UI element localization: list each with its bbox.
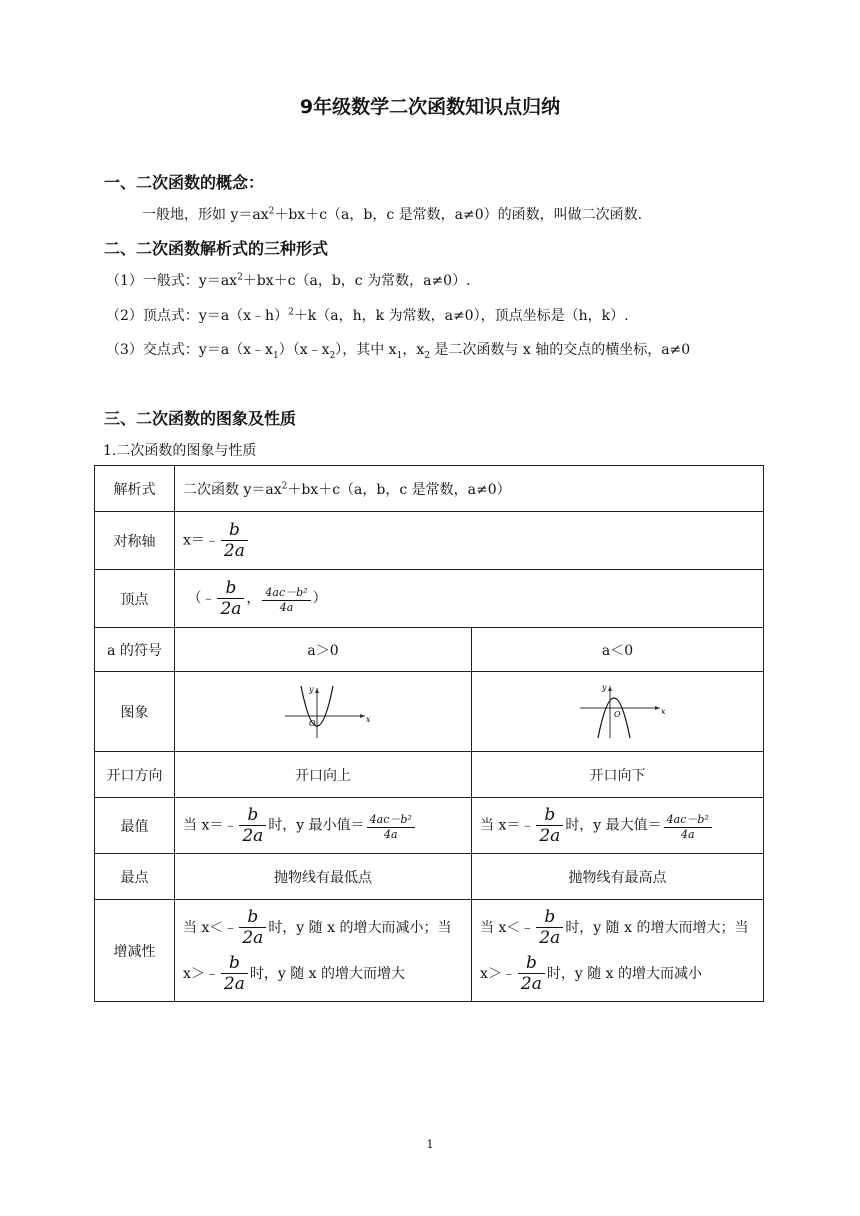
- table-row: [95, 570, 764, 628]
- table-cell: x＝﹣ $\frac{b}{2a}$: [175, 512, 764, 570]
- x-axis-label: x: [366, 714, 371, 724]
- table-row: [95, 512, 764, 570]
- origin-label: O: [613, 709, 621, 719]
- row-label: 图象: [95, 672, 175, 752]
- fraction: $\frac{\text{4ac－b²}}{4a}$: [367, 811, 415, 841]
- upward-parabola-graph: [273, 682, 373, 742]
- fraction: $\frac{b}{2a}$: [217, 578, 244, 619]
- table-row: [95, 798, 764, 854]
- row-label: 增减性: [95, 900, 175, 1002]
- table-cell: 当 x＜﹣ $\frac{b}{2a}$ 时，y 随 x 的增大而增大；当 x＞﹣ $\frac{b}{2a}$ 时，y 随 x 的增大而减小: [472, 900, 764, 1002]
- x-axis-label: x: [660, 706, 666, 716]
- section-1-heading: 一、二次函数的概念：: [104, 173, 265, 192]
- fraction: $\frac{b}{2a}$: [536, 907, 563, 948]
- table-cell: 当 x＝﹣ $\frac{b}{2a}$ 时，y 最小值＝ $\frac{\text{4ac－b²}}{4a}$: [175, 798, 472, 854]
- page-number: 1: [426, 1138, 434, 1151]
- y-axis-label: y: [309, 684, 314, 694]
- fraction: $\frac{b}{2a}$: [221, 520, 248, 561]
- section-2-heading: 二、二次函数解析式的三种形式: [104, 239, 329, 258]
- table-cell: 抛物线有最低点: [175, 854, 472, 900]
- fraction: $\frac{b}{2a}$: [221, 953, 248, 994]
- row-label: 最值: [95, 798, 175, 854]
- table-row: [95, 628, 764, 672]
- row-label: 最点: [95, 854, 175, 900]
- row-label: a 的符号: [95, 628, 175, 672]
- table-row: [95, 672, 764, 752]
- downward-parabola-graph: [568, 682, 668, 742]
- fraction: $\frac{b}{2a}$: [536, 805, 563, 846]
- general-form: （1）一般式：$y=ax^2+bx+c(a$，b，c 为常数，a≠0）.: [106, 272, 471, 289]
- table-row: [95, 854, 764, 900]
- table-cell: [472, 672, 764, 752]
- table-row: [95, 752, 764, 798]
- subsection-title: 1.二次函数的图象与性质: [103, 443, 257, 459]
- fraction: $\frac{b}{2a}$: [239, 907, 266, 948]
- table-cell: 开口向下: [472, 752, 764, 798]
- row-label: 解析式: [95, 466, 175, 512]
- table-row: [95, 466, 764, 512]
- row-label: 开口方向: [95, 752, 175, 798]
- fraction: $\frac{\text{4ac－b²}}{4a}$: [664, 811, 712, 841]
- table-cell: 抛物线有最高点: [472, 854, 764, 900]
- table-cell: 当 x＜﹣ $\frac{b}{2a}$ 时，y 随 x 的增大而减小；当 x＞﹣ $\frac{b}{2a}$ 时，y 随 x 的增大而增大: [175, 900, 472, 1002]
- table-cell: 开口向上: [175, 752, 472, 798]
- table-row: [95, 900, 764, 1002]
- row-label: 顶点: [95, 570, 175, 628]
- fraction: $\frac{b}{2a}$: [518, 953, 545, 994]
- definition-text: 一般地，形如 $y=ax^2+bx+c(a$，b，c 是常数，a≠0）的函数，叫做二次函数.: [142, 206, 643, 223]
- table-cell: a＜0: [472, 628, 764, 672]
- table-cell: [175, 672, 472, 752]
- table-cell: a＞0: [175, 628, 472, 672]
- fraction: $\frac{b}{2a}$: [239, 805, 266, 846]
- fraction: $\frac{\text{4ac－b²}}{4a}$: [262, 584, 310, 614]
- intercept-form: （3）交点式：$y=a(x﹣x_1)(x﹣x_2)$，其中 $x_1$，$x_2$ 是二次函数与 x 轴的交点的横坐标，a≠0: [106, 342, 691, 361]
- table-cell: （﹣ $\frac{b}{2a}$ ， $\frac{\text{4ac－b²}}{4a}$ ）: [175, 570, 764, 628]
- table-cell: 当 x＝﹣ $\frac{b}{2a}$ 时，y 最大值＝ $\frac{\text{4ac－b²}}{4a}$: [472, 798, 764, 854]
- row-label: 对称轴: [95, 512, 175, 570]
- vertex-form: （2）顶点式：y＝a（x﹣h）$^2$＋k（a，h，k 为常数，a≠0），顶点坐标是（h，k）.: [106, 307, 629, 324]
- page-title: 9年级数学二次函数知识点归纳: [299, 96, 561, 118]
- origin-label: O: [309, 718, 316, 728]
- section-3-heading: 三、二次函数的图象及性质: [104, 409, 297, 428]
- y-axis-label: y: [601, 682, 607, 692]
- table-cell: 二次函数 $y=ax^2+bx+c(a$，b，c 是常数，a≠0）: [175, 466, 764, 512]
- properties-table: [94, 465, 764, 1002]
